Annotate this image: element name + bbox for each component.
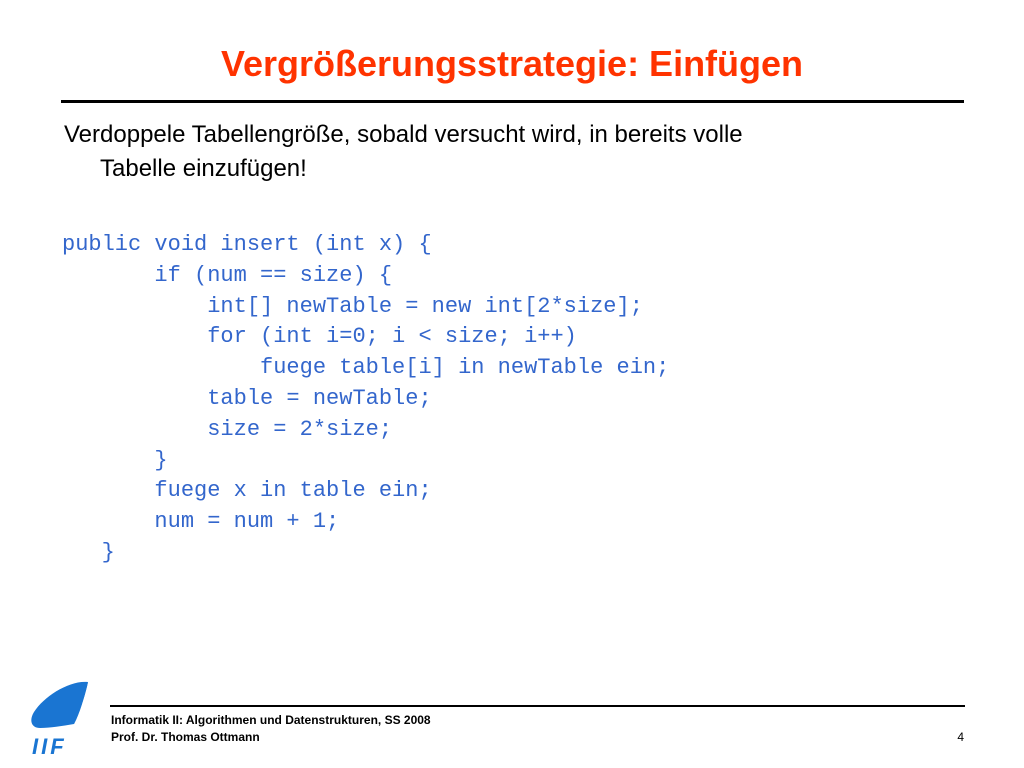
code-line: fuege x in table ein;: [62, 478, 432, 504]
slide-title: Vergrößerungsstrategie: Einfügen: [220, 43, 804, 84]
intro-text: [64, 118, 944, 186]
title-divider: [61, 100, 964, 103]
code-line: table = newTable;: [62, 385, 432, 411]
footer-course: Informatik II: Algorithmen und Datenstrukturen, SS 2008: [111, 713, 431, 727]
code-line: if (num == size) {: [62, 262, 393, 288]
code-block: [62, 230, 669, 569]
footer-divider: [110, 705, 965, 707]
logo-text: IIF: [32, 734, 67, 758]
iif-logo: [24, 678, 100, 758]
footer-author: Prof. Dr. Thomas Ottmann: [111, 730, 260, 744]
code-line: }: [62, 447, 168, 473]
intro-line-2: Tabelle einzufügen!: [100, 155, 307, 182]
code-line: size = 2*size;: [62, 416, 393, 442]
code-line: for (int i=0; i < size; i++): [62, 324, 577, 350]
intro-line-1: Verdoppele Tabellengröße, sobald versucht wird, in bereits volle: [64, 121, 743, 148]
page-number: 4: [957, 730, 964, 744]
code-line: int[] newTable = new int[2*size];: [62, 293, 643, 319]
code-line: }: [62, 539, 115, 565]
code-line: public void insert (int x) {: [62, 232, 432, 257]
code-line: fuege table[i] in newTable ein;: [62, 355, 670, 381]
code-line: num = num + 1;: [62, 509, 340, 535]
